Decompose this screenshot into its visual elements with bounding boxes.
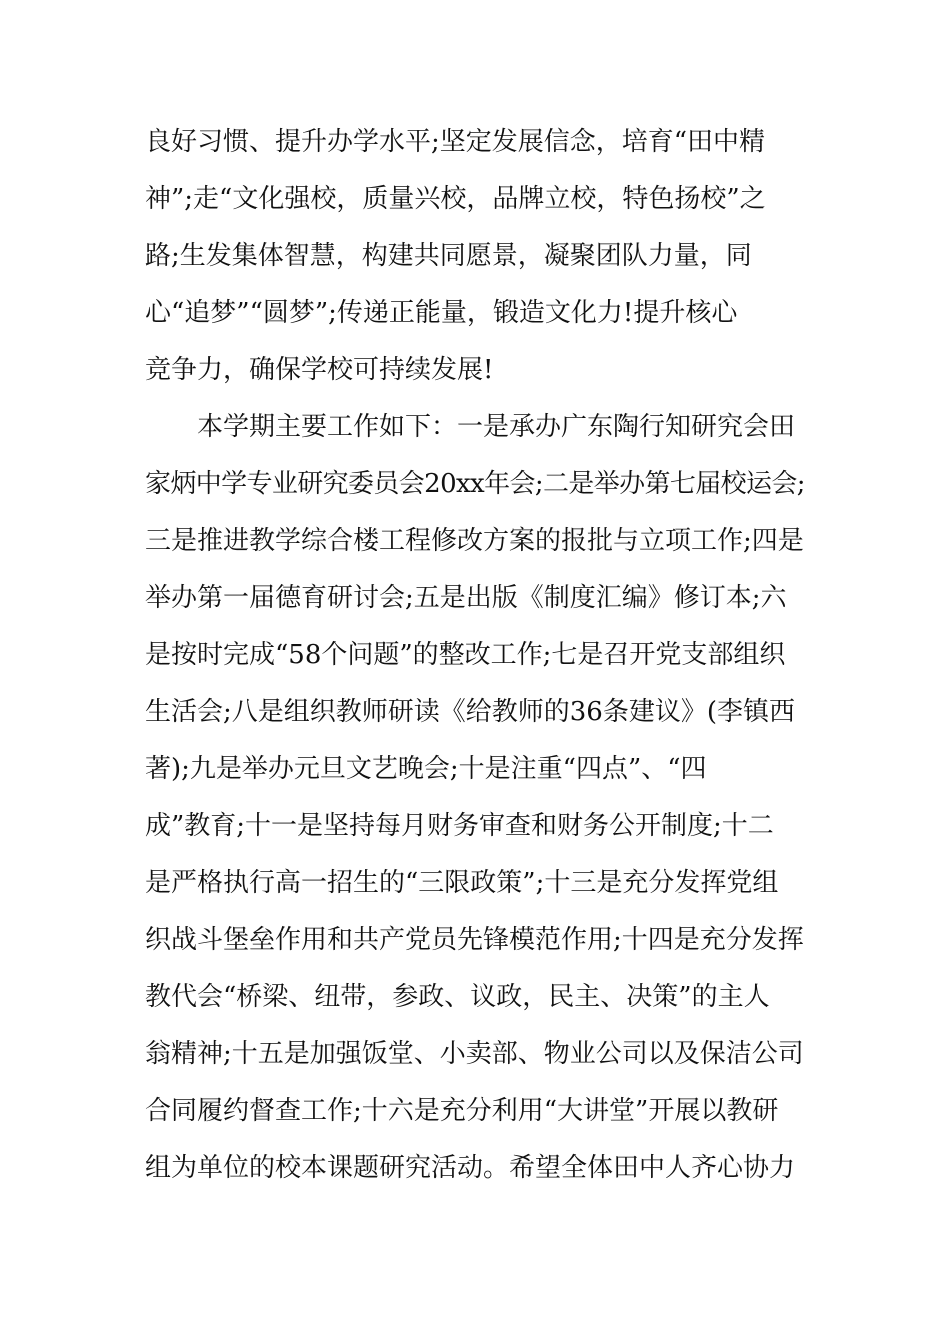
text-line: 家炳中学专业研究委员会20xx年会;二是举办第七届校运会; [145, 469, 805, 499]
text-line: 著);九是举办元旦文艺晚会;十是注重“四点”、“四 [145, 754, 707, 784]
text-line: 心“追梦”“圆梦”;传递正能量，锻造文化力!提升核心 [145, 298, 738, 328]
text-line: 教代会“桥梁、纽带，参政、议政，民主、决策”的主人 [145, 982, 770, 1012]
paragraph-first-line: 本学期主要工作如下：一是承办广东陶行知研究会田 [197, 412, 796, 442]
text-line: 翁精神;十五是加强饭堂、小卖部、物业公司以及保洁公司 [145, 1039, 804, 1069]
text-line: 神”;走“文化强校，质量兴校，品牌立校，特色扬校”之 [145, 184, 766, 214]
text-line: 生活会;八是组织教师研读《给教师的36条建议》(李镇西 [145, 697, 795, 727]
text-line: 是按时完成“58个问题”的整改工作;七是召开党支部组织 [145, 640, 786, 670]
text-line: 举办第一届德育研讨会;五是出版《制度汇编》修订本;六 [145, 583, 787, 613]
text-line: 合同履约督查工作;十六是充分利用“大讲堂”开展以教研 [145, 1096, 779, 1126]
text-line: 成”教育;十一是坚持每月财务审查和财务公开制度;十二 [145, 811, 774, 841]
text-line: 良好习惯、提升办学水平;坚定发展信念，培育“田中精 [145, 127, 766, 157]
text-line: 是严格执行高一招生的“三限政策”;十三是充分发挥党组 [145, 868, 779, 898]
text-line: 竞争力，确保学校可持续发展! [145, 355, 494, 385]
text-line: 组为单位的校本课题研究活动。希望全体田中人齐心协力 [145, 1153, 796, 1183]
text-line: 织战斗堡垒作用和共产党员先锋模范作用;十四是充分发挥 [145, 925, 804, 955]
text-line: 路;生发集体智慧，构建共同愿景，凝聚团队力量，同 [145, 241, 752, 271]
text-line: 三是推进教学综合楼工程修改方案的报批与立项工作;四是 [145, 526, 804, 556]
